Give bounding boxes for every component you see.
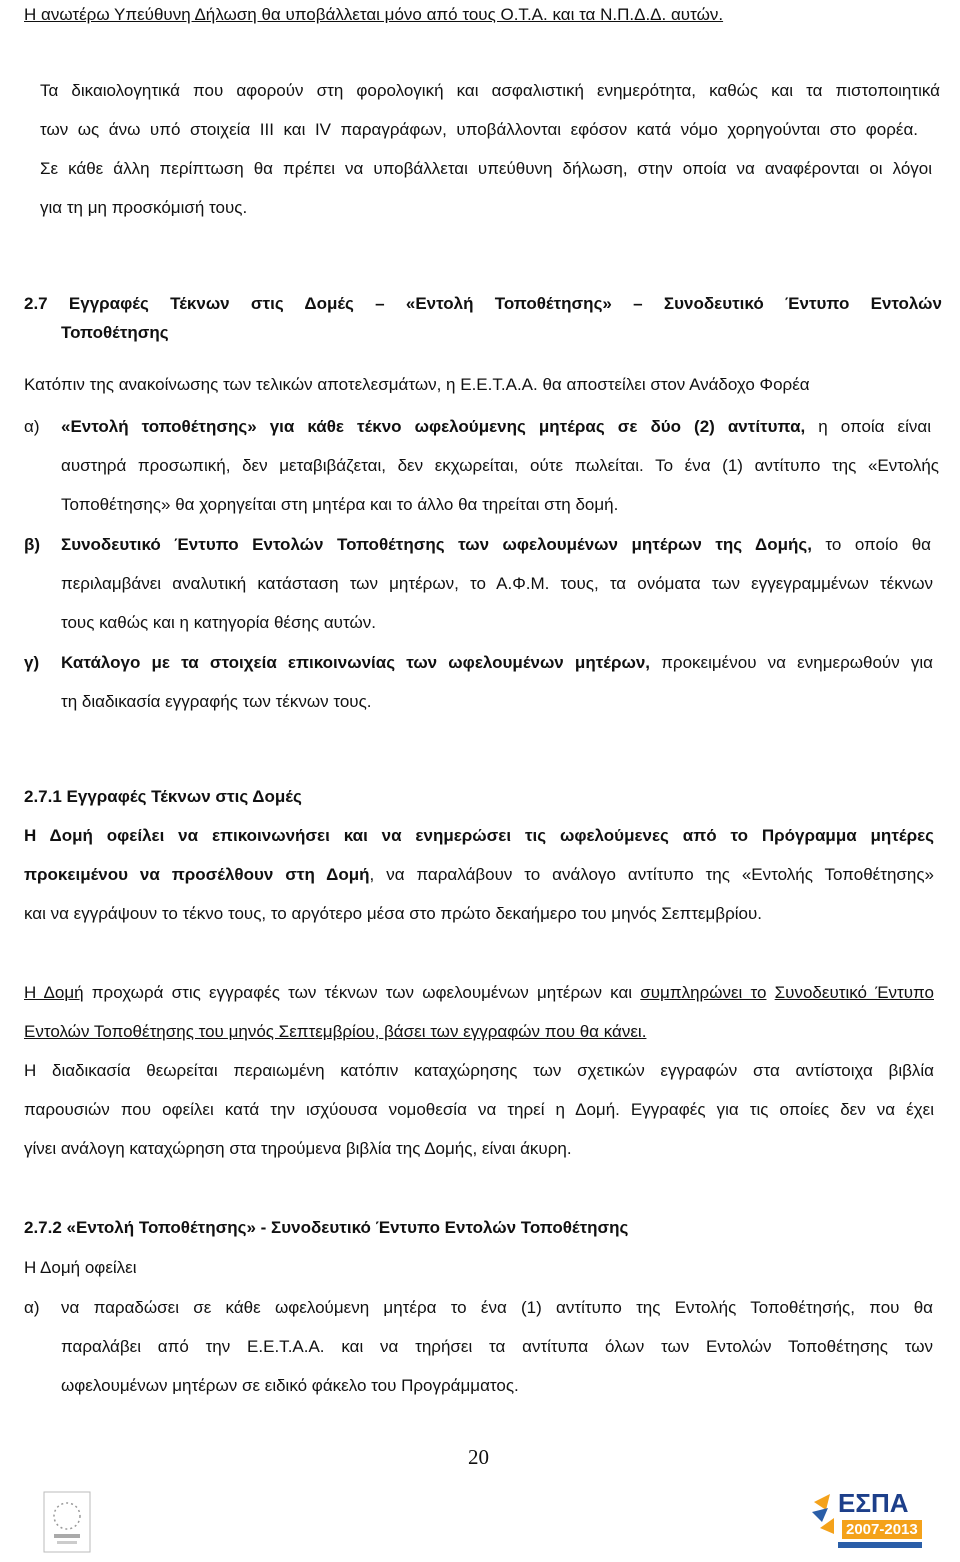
item-c-line-2: τη διαδικασία εγγραφής των τέκνων τους. [61, 692, 372, 711]
section-2-7-1-heading: 2.7.1 Εγγραφές Τέκνων στις Δομές [24, 787, 302, 806]
s271-p1-line-2 [24, 864, 934, 886]
s271-p2-u2: συμπληρώνει το [640, 983, 767, 1002]
s271-p2-u3: Συνοδευτικό Έντυπο [774, 983, 934, 1002]
espa-label: ΕΣΠΑ [838, 1488, 909, 1518]
section-2-7-2-heading: 2.7.2 «Εντολή Τοποθέτησης» - Συνοδευτικό Έντυπο Εντολών Τοποθέτησης [24, 1218, 629, 1237]
item-a-rest: η οποία είναι [805, 417, 931, 436]
s271-p1-bold: προκειμένου να προσέλθουν στη Δομή [24, 865, 370, 884]
item-c-marker: γ) [24, 653, 40, 672]
item-b-marker: β) [24, 535, 41, 554]
espa-logo [808, 1488, 928, 1556]
item-a-bold: «Εντολή τοποθέτησης» για κάθε τέκνο ωφελούμενης μητέρας σε δύο (2) αντίτυπα, [61, 417, 806, 436]
item-b-bold: Συνοδευτικό Έντυπο Εντολών Τοποθέτησης των ωφελουμένων μητέρων της Δομής, [61, 535, 812, 554]
section-2-7-heading [24, 293, 942, 315]
s271-p2-t1: προχωρά στις εγγραφές των τέκνων των ωφελουμένων μητέρων και [83, 983, 641, 1002]
s271-p3-line-1: Η διαδικασία θεωρείται περαιωμένη κατόπιν καταχώρησης των σχετικών εγγραφών στα αντίστοιχα βιβλία [24, 1061, 934, 1080]
s271-p3-line-2: παρουσιών που οφείλει κατά την ισχύουσα νομοθεσία να τηρεί η Δομή. Εγγραφές για τις οποίες δεν να έχει [24, 1100, 934, 1119]
espa-years: 2007-2013 [842, 1520, 922, 1539]
intro-line-3: Σε κάθε άλλη περίπτωση θα πρέπει να υποβάλλεται υπεύθυνη δήλωση, στην οποία να αναφέρονται οι λόγοι [40, 159, 932, 178]
s272-item-a-line-3: ωφελουμένων μητέρων σε ειδικό φάκελο του Προγράμματος. [61, 1376, 519, 1395]
intro-line-4: για τη μη προσκόμισή τους. [40, 198, 248, 217]
item-a-marker: α) [24, 417, 40, 436]
s271-p2-t2 [766, 983, 774, 1002]
section-2-7-heading-line1: 2.7 Εγγραφές Τέκνων στις Δομές – «Εντολή Τοποθέτησης» – Συνοδευτικό Έντυπο Εντολών [24, 294, 942, 313]
page-number: 20 [468, 1445, 489, 1469]
s272-lead: Η Δομή οφείλει [24, 1258, 137, 1277]
s271-p2-l2: Εντολών Τοποθέτησης του μηνός Σεπτεμβρίου, βάσει των εγγραφών που θα κάνει. [24, 1022, 647, 1041]
item-a-line-2: αυστηρά προσωπική, δεν μεταβιβάζεται, δεν εκχωρείται, ούτε πωλείται. Το ένα (1) αντίτυπο της «Εντολής [61, 456, 939, 475]
s271-p2-line-2 [24, 1021, 646, 1043]
intro-line-2: των ως άνω υπό στοιχεία ΙΙΙ και ΙV παραγράφων, υποβάλλονται εφόσον κατά νόμο χορηγούνται στο φορέα. [40, 120, 918, 139]
s272-item-a-marker: α) [24, 1298, 40, 1317]
header-note-text: Η ανωτέρω Υπεύθυνη Δήλωση θα υποβάλλεται μόνο από τους Ο.Τ.Α. και τα Ν.Π.Δ.Δ. αυτών. [24, 5, 724, 24]
item-b-line-3: τους καθώς και η κατηγορία θέσης αυτών. [61, 613, 376, 632]
s271-p1-rest: , να παραλάβουν το ανάλογο αντίτυπο της «Εντολής Τοποθέτησης» [369, 865, 934, 884]
eu-emblem-icon [42, 1490, 92, 1554]
s271-p1-line-3: και να εγγράψουν το τέκνο τους, το αργότερο μέσα στο πρώτο δεκαήμερο του μηνός Σεπτεμβρίου. [24, 904, 762, 923]
s271-p2-line-1 [24, 982, 934, 1004]
s271-p3-line-3: γίνει ανάλογη καταχώρηση στα τηρούμενα βιβλία της Δομής, είναι άκυρη. [24, 1139, 572, 1158]
item-c-bold: Κατάλογο με τα στοιχεία επικοινωνίας των ωφελουμένων μητέρων, [61, 653, 651, 672]
item-c-line-1 [61, 652, 933, 674]
item-b-line-1 [61, 534, 931, 556]
item-a-line-3: Τοποθέτησης» θα χορηγείται στη μητέρα και το άλλο θα τηρείται στη δομή. [61, 495, 619, 514]
section-2-7-heading-line2: Τοποθέτησης [61, 323, 169, 342]
section-2-7-lead: Κατόπιν της ανακοίνωσης των τελικών αποτελεσμάτων, η Ε.Ε.Τ.Α.Α. θα αποστείλει στον Ανάδοχο Φορέα [24, 375, 810, 394]
s271-p2-u1: Η Δομή [24, 983, 84, 1002]
item-b-rest: το οποίο θα [811, 535, 931, 554]
s271-p1-line-1: Η Δομή οφείλει να επικοινωνήσει και να ενημερώσει τις ωφελούμενες από το Πρόγραμμα μητέρες [24, 826, 934, 845]
header-note [24, 4, 940, 26]
item-c-rest: προκειμένου να ενημερωθούν για [650, 653, 933, 672]
intro-line-1: Τα δικαιολογητικά που αφορούν στη φορολογική και ασφαλιστική ενημερότητα, καθώς και τα πιστοποιητικά [40, 81, 940, 100]
s272-item-a-line-2: παραλάβει από την Ε.Ε.Τ.Α.Α. και να τηρήσει τα αντίτυπα όλων των Εντολών Τοποθέτησης των [61, 1337, 933, 1356]
item-b-line-2: περιλαμβάνει αναλυτική κατάσταση των μητέρων, το Α.Φ.Μ. τους, τα ονόματα των εγγεγραμμένων τέκνων [61, 574, 933, 593]
s272-item-a-line-1: να παραδώσει σε κάθε ωφελούμενη μητέρα το ένα (1) αντίτυπο της Εντολής Τοποθέτησής, που θα [61, 1298, 933, 1317]
espa-strip [838, 1542, 922, 1548]
item-a-line-1 [61, 416, 931, 438]
